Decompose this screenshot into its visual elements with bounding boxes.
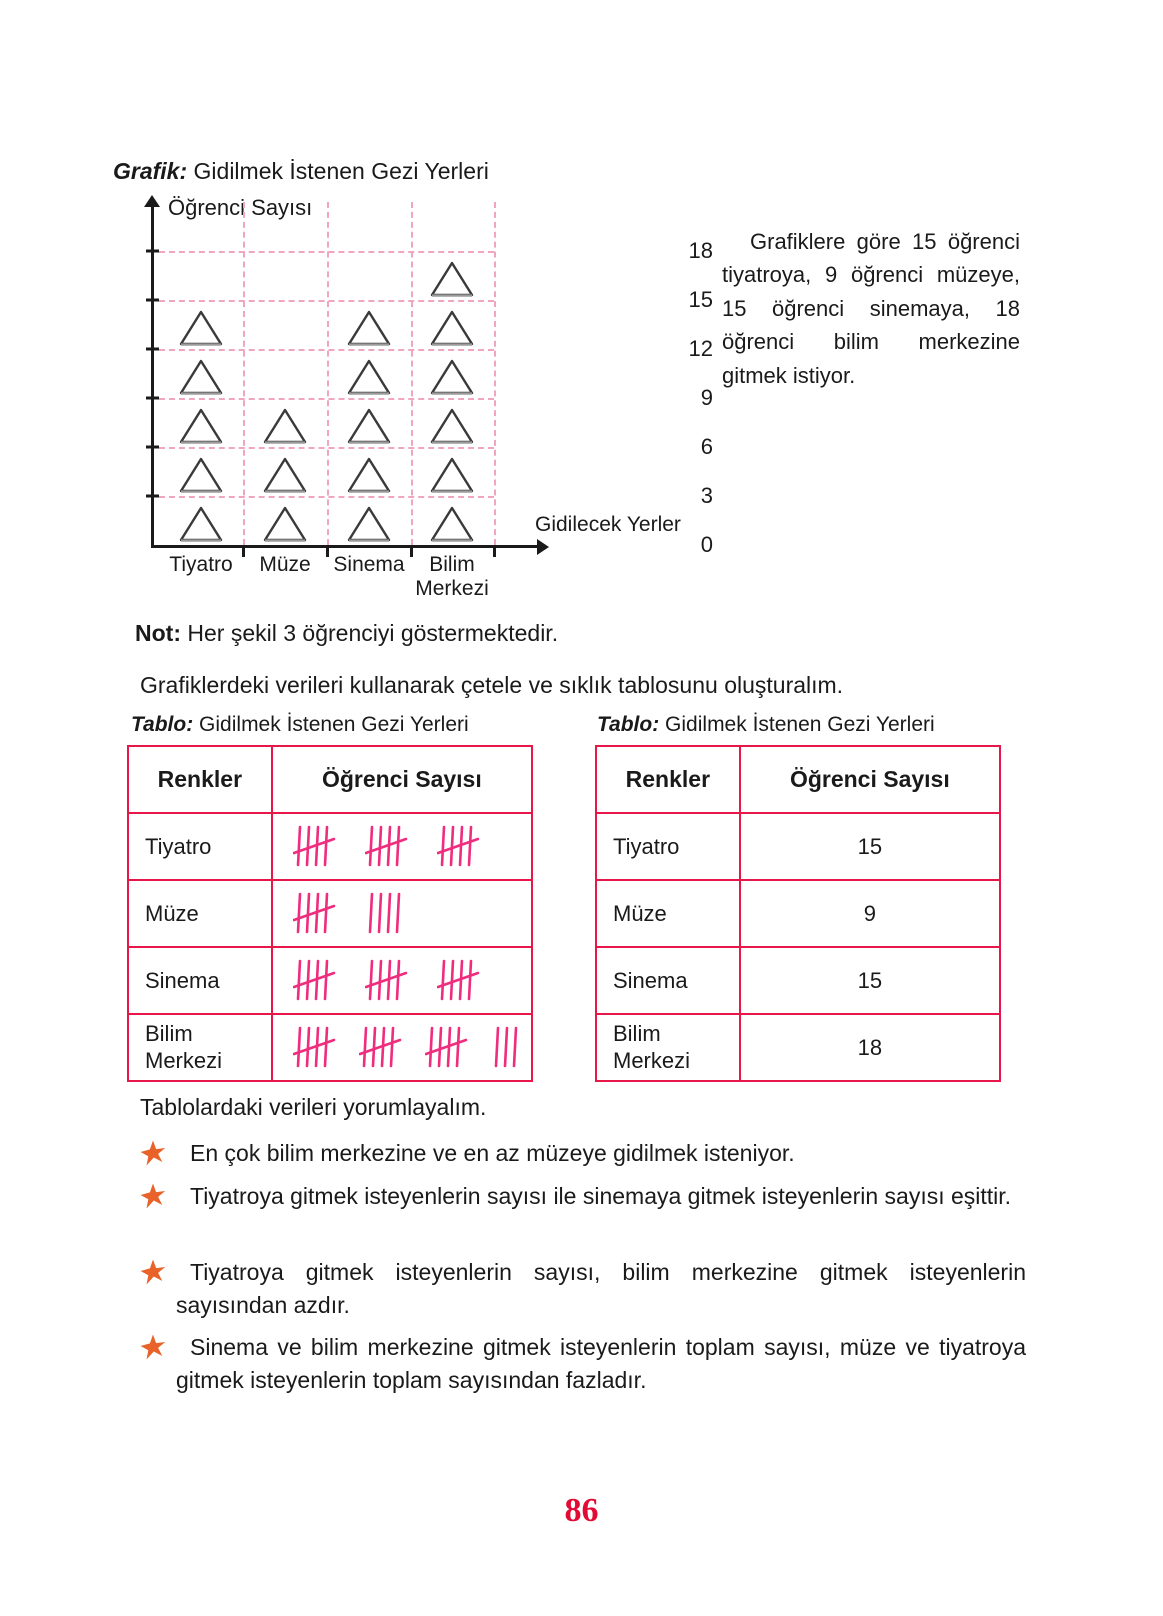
table-header-row	[128, 746, 532, 813]
interpretation-bullet-4	[176, 1331, 1026, 1397]
pictograph-symbol-sinema-5	[347, 309, 391, 347]
tally-group-4	[365, 890, 409, 938]
frequency-table-caption	[597, 713, 935, 737]
tally-group-5	[437, 823, 487, 871]
interpretation-bullet-1-text: En çok bilim merkezine ve en az müzeye gidilmek isteniyor.	[190, 1140, 795, 1166]
table-row	[596, 1014, 1000, 1081]
tally-group-5	[293, 890, 343, 938]
freq-header-renkler: Renkler	[596, 746, 740, 813]
gridline-vertical-2	[327, 202, 329, 545]
pictograph-symbol-tiyatro-5	[179, 309, 223, 347]
tally-group-5	[425, 1024, 475, 1072]
interpretation-bullet-3	[176, 1256, 1026, 1322]
y-tick-label-9: 9	[700, 385, 713, 410]
table-row	[596, 813, 1000, 880]
pictograph-symbol-tiyatro-2	[179, 456, 223, 494]
pictograph-symbol-muze-3	[263, 407, 307, 445]
pictograph-symbol-tiyatro-1	[179, 505, 223, 543]
y-tick-mark-6	[146, 446, 159, 449]
interpretation-bullet-2-text: Tiyatroya gitmek isteyenlerin sayısı ile sinemaya gitmek isteyenlerin sayısı eşittir.	[190, 1183, 1012, 1209]
x-axis-line	[151, 545, 541, 548]
tally-row-label-tiyatro: Tiyatro	[128, 813, 272, 880]
note-text: Her şekil 3 öğrenciyi göstermektedir.	[180, 620, 559, 646]
frequency-table-caption-lead: Tablo:	[597, 713, 660, 736]
note-lead: Not:	[135, 620, 181, 646]
graph-caption-lead: Grafik:	[113, 158, 188, 184]
tally-table-caption-lead: Tablo:	[131, 713, 194, 736]
table-row	[128, 1014, 532, 1081]
tally-group-5	[293, 1024, 343, 1072]
table-row	[128, 880, 532, 947]
y-tick-mark-9	[146, 397, 159, 400]
star-icon	[140, 1183, 166, 1209]
tally-group-5	[437, 957, 487, 1005]
tally-group-5	[293, 957, 343, 1005]
freq-row-value-tiyatro: 15	[740, 813, 1000, 880]
freq-row-value-bilim-merkezi: 18	[740, 1014, 1000, 1081]
page-number: 86	[564, 1492, 599, 1529]
tally-row-label-bilim-line2: Merkezi	[145, 1047, 223, 1073]
interpretation-bullet-4-text: Sinema ve bilim merkezine gitmek isteyenlerin toplam sayısı, müze ve tiyatroya gitmek isteyenlerin toplam sayısından fazladır.	[176, 1334, 1026, 1394]
graph-caption-text: Gidilmek İstenen Gezi Yerleri	[187, 158, 489, 184]
y-tick-mark-12	[146, 348, 159, 351]
freq-row-label-sinema: Sinema	[596, 947, 740, 1014]
table-row	[596, 947, 1000, 1014]
x-axis-title: Gidilecek Yerler	[535, 513, 681, 536]
pictograph-symbol-muze-1	[263, 505, 307, 543]
frequency-table-caption-text: Gidilmek İstenen Gezi Yerleri	[659, 713, 935, 736]
freq-row-label-tiyatro: Tiyatro	[596, 813, 740, 880]
pictograph-symbol-sinema-2	[347, 456, 391, 494]
x-category-label-bilim-line1: Bilim	[429, 553, 475, 576]
y-tick-label-6: 6	[700, 434, 713, 459]
tally-group-5	[293, 823, 343, 871]
pictograph-symbol-tiyatro-3	[179, 407, 223, 445]
star-icon	[140, 1140, 166, 1166]
tally-table	[127, 745, 533, 1082]
y-tick-mark-15	[146, 299, 159, 302]
y-tick-label-18: 18	[688, 238, 713, 263]
tally-group-5	[359, 1024, 409, 1072]
gridline-vertical-4	[494, 202, 496, 545]
graph-caption	[113, 158, 489, 185]
tally-row-label-sinema: Sinema	[128, 947, 272, 1014]
interpretation-bullet-3-text: Tiyatroya gitmek isteyenlerin sayısı, bilim merkezine gitmek isteyenlerin sayısından azdır.	[176, 1259, 1026, 1319]
tally-header-renkler: Renkler	[128, 746, 272, 813]
tally-group-3	[491, 1024, 525, 1072]
x-category-label-bilim-merkezi	[415, 553, 489, 601]
pictograph-symbol-sinema-4	[347, 358, 391, 396]
tally-table-caption	[131, 713, 469, 737]
table-header-row	[596, 746, 1000, 813]
tally-row-marks-sinema	[272, 947, 532, 1014]
x-tick-mark-4	[493, 545, 496, 557]
tally-row-label-bilim-merkezi	[128, 1014, 272, 1081]
pictograph-symbol-tiyatro-4	[179, 358, 223, 396]
tally-table-caption-text: Gidilmek İstenen Gezi Yerleri	[193, 713, 469, 736]
x-category-label-bilim-line2: Merkezi	[415, 577, 489, 600]
tally-group-5	[365, 957, 415, 1005]
pictograph-symbol-sinema-3	[347, 407, 391, 445]
pictograph-symbol-bilim-5	[430, 309, 474, 347]
freq-row-label-bilim-line1: Bilim	[613, 1020, 661, 1046]
table-row	[128, 947, 532, 1014]
interpretation-bullet-2	[176, 1180, 1026, 1213]
y-tick-mark-3	[146, 495, 159, 498]
x-category-label-sinema: Sinema	[333, 553, 405, 576]
freq-row-label-muze: Müze	[596, 880, 740, 947]
pictograph-symbol-bilim-6	[430, 260, 474, 298]
pictograph-symbol-bilim-1	[430, 505, 474, 543]
pictograph-symbol-muze-2	[263, 456, 307, 494]
table-row	[128, 813, 532, 880]
table-row	[596, 880, 1000, 947]
y-tick-label-3: 3	[700, 483, 713, 508]
pictograph-symbol-bilim-2	[430, 456, 474, 494]
star-icon	[140, 1334, 166, 1360]
pictograph-chart	[113, 195, 713, 615]
x-category-label-tiyatro: Tiyatro	[169, 553, 233, 576]
y-tick-label-12: 12	[688, 336, 713, 361]
tally-row-marks-muze	[272, 880, 532, 947]
star-icon	[140, 1259, 166, 1285]
x-axis-arrow-icon	[537, 539, 549, 555]
pictograph-symbol-sinema-1	[347, 505, 391, 543]
freq-row-label-bilim-line2: Merkezi	[613, 1047, 691, 1073]
tally-group-5	[365, 823, 415, 871]
tally-header-ogrenci-sayisi: Öğrenci Sayısı	[272, 746, 532, 813]
pictograph-symbol-bilim-3	[430, 407, 474, 445]
interpretation-intro: Tablolardaki verileri yorumlayalım.	[140, 1094, 487, 1120]
x-tick-mark-3	[410, 545, 413, 557]
x-tick-mark-2	[326, 545, 329, 557]
freq-row-label-bilim-merkezi	[596, 1014, 740, 1081]
instruction-line: Grafiklerdeki verileri kullanarak çetele ve sıklık tablosunu oluşturalım.	[140, 672, 844, 698]
explanation-paragraph: Grafiklere göre 15 öğrenci tiyatroya, 9 öğrenci müzeye, 15 öğrenci sinemaya, 18 öğrenci bilim merkezine gitmek istiyor.	[722, 229, 1020, 388]
gridline-vertical-1	[243, 202, 245, 545]
freq-row-value-sinema: 15	[740, 947, 1000, 1014]
pictograph-symbol-bilim-4	[430, 358, 474, 396]
interpretation-bullet-1	[176, 1137, 1031, 1170]
tally-row-marks-tiyatro	[272, 813, 532, 880]
y-axis-title: Öğrenci Sayısı	[168, 195, 313, 220]
x-tick-mark-1	[242, 545, 245, 557]
frequency-table	[595, 745, 1001, 1082]
note-line	[135, 620, 558, 647]
tally-row-label-muze: Müze	[128, 880, 272, 947]
tally-row-marks-bilim-merkezi	[272, 1014, 532, 1081]
y-tick-label-0: 0	[700, 532, 713, 557]
gridline-vertical-3	[411, 202, 413, 545]
tally-row-label-bilim-line1: Bilim	[145, 1020, 193, 1046]
y-tick-label-15: 15	[688, 287, 713, 312]
y-tick-mark-18	[146, 250, 159, 253]
freq-row-value-muze: 9	[740, 880, 1000, 947]
x-category-label-muze: Müze	[259, 553, 311, 576]
freq-header-ogrenci-sayisi: Öğrenci Sayısı	[740, 746, 1000, 813]
